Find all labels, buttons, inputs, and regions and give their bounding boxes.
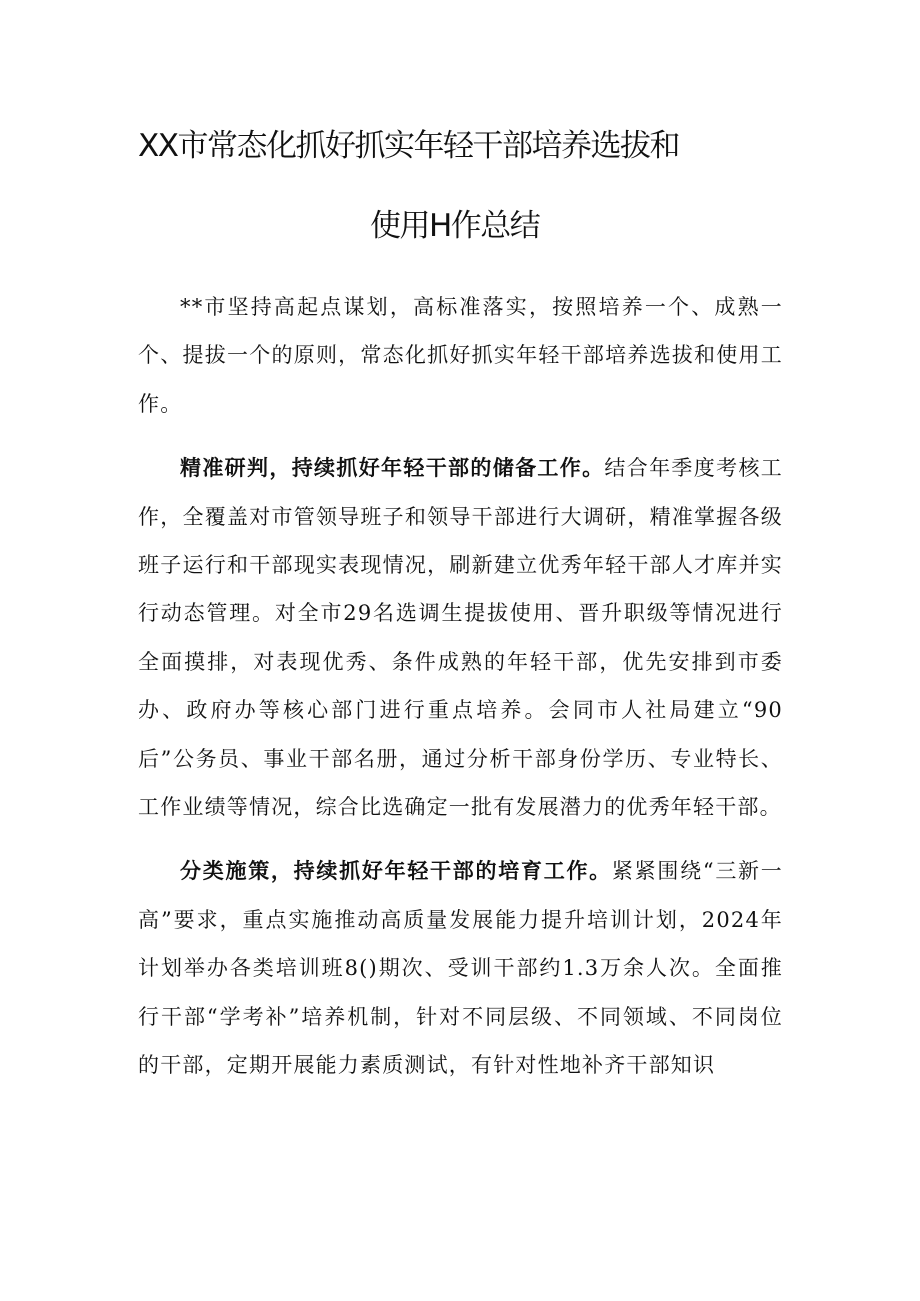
paragraph-text: **市坚持高起点谋划，高标准落实，按照培养一个、成熟一个、提拔一个的原则，常态化抓好抓实年轻干部培养选拔和使用工作。 — [138, 295, 783, 416]
paragraph-text: 紧紧围绕“三新一高”要求，重点实施推动高质量发展能力提升培训计划，2024年计划举办各类培训班8()期次、受训干部约1.3万余人次。全面推行干部“学考补”培养机制，针对不同层级、不同领域、不同岗位的干部，定期开展能力素质测试，有针对性地补齐干部知识 — [138, 859, 783, 1078]
paragraph-reserve — [138, 444, 783, 831]
document-body — [138, 283, 783, 1090]
paragraph-lead-heading: 精准研判，持续抓好年轻干部的储备工作。 — [180, 455, 605, 481]
paragraph-text: 结合年季度考核工作，全覆盖对市管领导班子和领导干部进行大调研，精准掌握各级班子运行和干部现实表现情况，刷新建立优秀年轻干部人才库并实行动态管理。对全市29名选调生提拔使用、晋升职级等情况进行全面摸排，对表现优秀、条件成熟的年轻干部，优先安排到市委办、政府办等核心部门进行重点培养。会同市人社局建立“90后”公务员、事业干部名册，通过分析干部身份学历、专业特长、工作业绩等情况，综合比选确定一批有发展潜力的优秀年轻干部。 — [138, 456, 783, 820]
document-title-line-2: 使用H作总结 — [370, 208, 540, 244]
document-title-line-1: XX市常态化抓好抓实年轻干部培养选拔和 — [138, 128, 679, 164]
paragraph-lead-heading: 分类施策，持续抓好年轻干部的培育工作。 — [180, 858, 612, 884]
paragraph-intro — [138, 283, 783, 428]
paragraph-cultivation — [138, 847, 783, 1089]
